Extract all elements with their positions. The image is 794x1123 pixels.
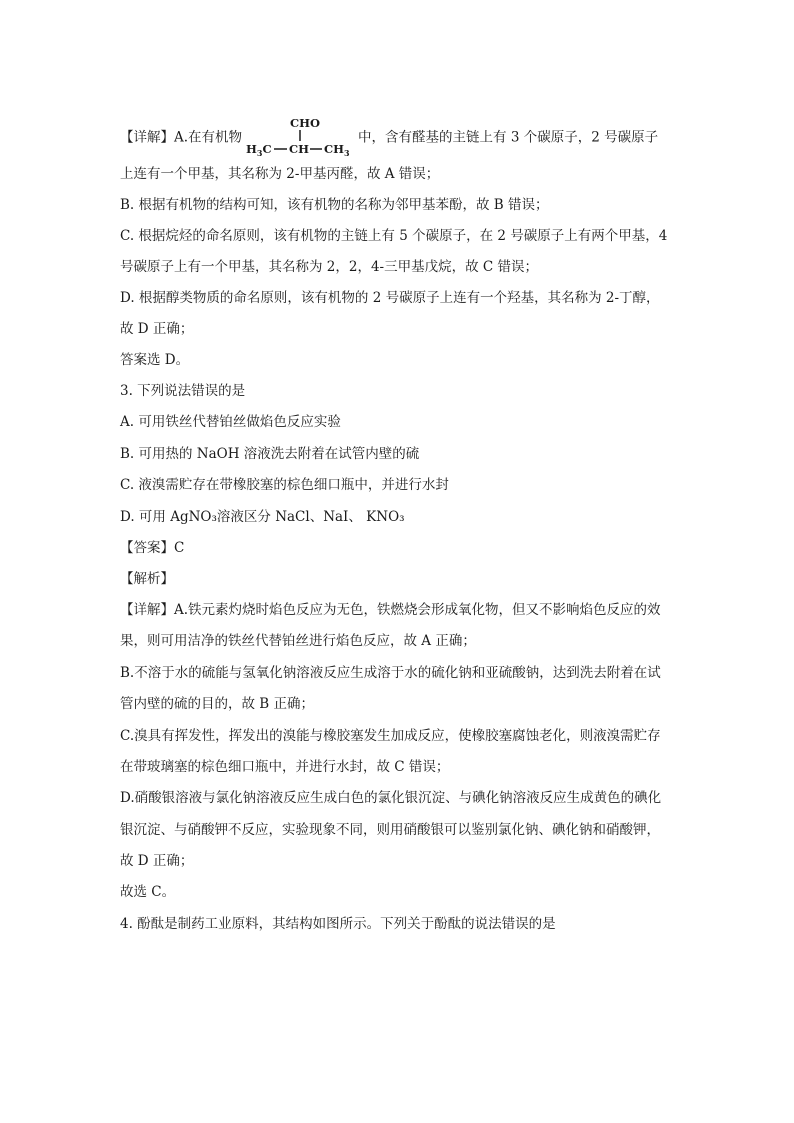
explanation-b-1: B.不溶于水的硫能与氢氧化钠溶液反应生成溶于水的硫化钠和亚硫酸钠，达到洗去附着在试 — [120, 665, 661, 681]
answer-label: 【答案】C — [120, 540, 185, 556]
explanation-b-2: 管内壁的硫的目的，故 B 正确； — [120, 696, 315, 712]
answer-line: 答案选 D。 — [120, 352, 190, 368]
explanation-line-6: D. 根据醇类物质的命名原则，该有机物的 2 号碳原子上连有一个羟基，其名称为 2-丁醇， — [120, 290, 660, 306]
option-a: A. 可用铁丝代替铂丝做焰色反应实验 — [120, 414, 341, 430]
option-d: D. 可用 AgNO₃溶液区分 NaCl、NaI、 KNO₃ — [120, 509, 405, 525]
explanation-line-2: 上连有一个甲基，其名称为 2-甲基丙醛，故 A 错误； — [120, 166, 440, 182]
explanation-line-1 — [120, 116, 658, 160]
option-b: B. 可用热的 NaOH 溶液洗去附着在试管内壁的硫 — [120, 446, 420, 462]
final-answer: 故选 C。 — [120, 884, 176, 900]
explanation-d-2: 银沉淀、与硝酸钾不反应，实验现象不同，则用硝酸银可以鉴别氯化钠、碘化钠和硝酸钾， — [120, 822, 660, 838]
explanation-c-1: C.溴具有挥发性，挥发出的溴能与橡胶塞发生加成反应，使橡胶塞腐蚀老化，则液溴需贮存 — [120, 728, 661, 744]
explanation-line-4: C. 根据烷烃的命名原则，该有机物的主链上有 5 个碳原子，在 2 号碳原子上有两个甲基，4 — [120, 228, 668, 244]
option-c: C. 液溴需贮存在带橡胶塞的棕色细口瓶中，并进行水封 — [120, 477, 449, 493]
analysis-label: 【解析】 — [120, 571, 174, 587]
methyl-right: $CH_3$ — [324, 142, 350, 158]
question-3-stem: 3. 下列说法错误的是 — [120, 383, 246, 399]
explanation-d-3: 故 D 正确； — [120, 853, 194, 869]
aldehyde-group: CHO — [290, 116, 321, 130]
structural-formula — [244, 116, 356, 160]
explanation-text: 【详解】A.在有机物 — [120, 129, 243, 146]
explanation-a-2: 果，则可用洁净的铁丝代替铂丝进行焰色反应，故 A 正确； — [120, 633, 476, 649]
methyl-left: $H_3C$ — [246, 142, 272, 158]
explanation-c-2: 在带玻璃塞的棕色细口瓶中，并进行水封，故 C 错误； — [120, 759, 450, 775]
explanation-line-7: 故 D 正确； — [120, 321, 194, 337]
explanation-text: 中，含有醛基的主链上有 3 个碳原子，2 号碳原子 — [358, 129, 659, 146]
methine-group: CH — [289, 142, 310, 156]
explanation-a-1: 【详解】A.铁元素灼烧时焰色反应为无色，铁燃烧会形成氧化物，但又不影响焰色反应的效 — [120, 602, 661, 618]
question-4-stem: 4. 酚酞是制药工业原料，其结构如图所示。下列关于酚酞的说法错误的是 — [120, 916, 556, 932]
explanation-line-3: B. 根据有机物的结构可知，该有机物的名称为邻甲基苯酚，故 B 错误； — [120, 197, 549, 213]
explanation-d-1: D.硝酸银溶液与氯化钠溶液反应生成白色的氯化银沉淀、与碘化钠溶液反应生成黄色的碘化 — [120, 790, 662, 806]
explanation-line-5: 号碳原子上有一个甲基，其名称为 2，2，4-三甲基戊烷，故 C 错误； — [120, 259, 539, 275]
